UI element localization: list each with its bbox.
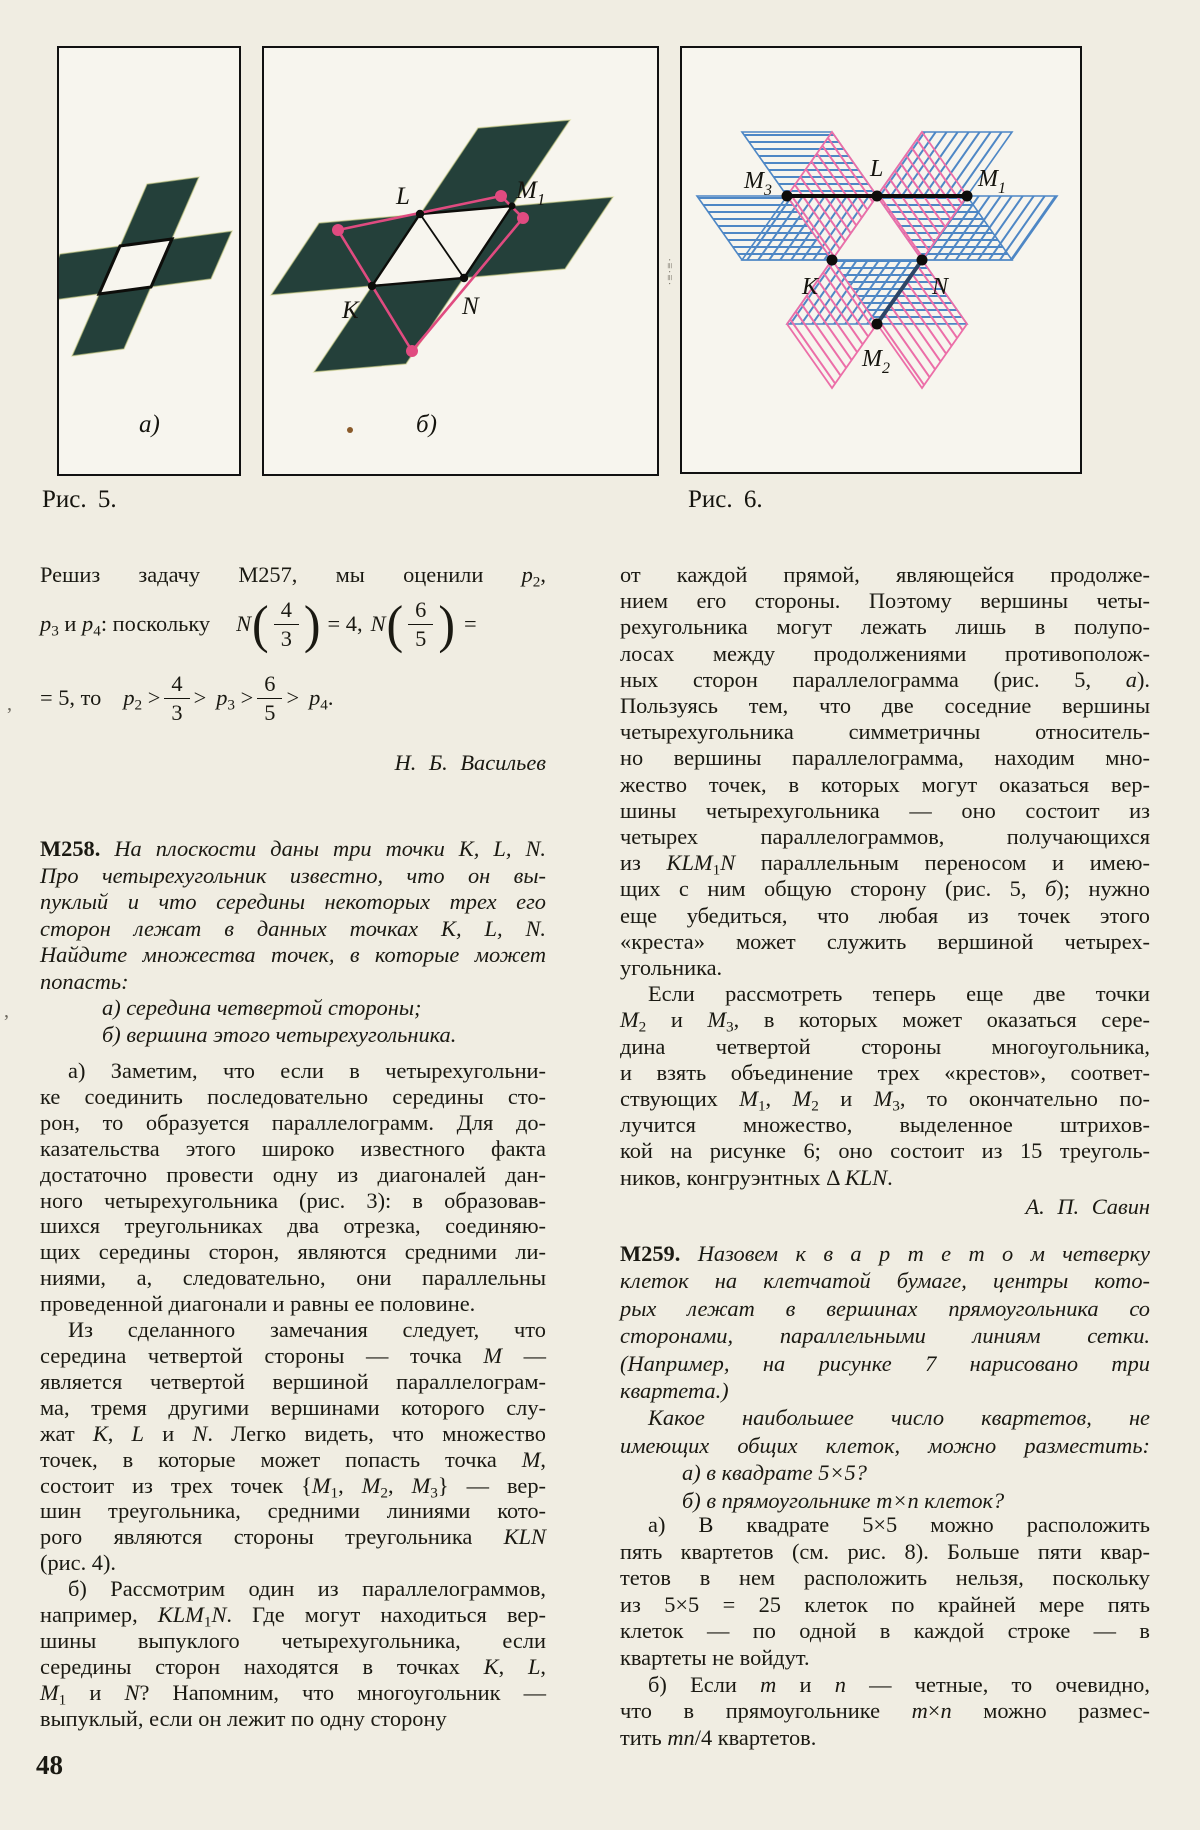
fig6-caption: Рис. 6. [688, 486, 763, 513]
text-line: выпуклый, если он лежит по одну сторону [40, 1705, 447, 1731]
text-line: например, $KLM_1N$. Где могут находиться вер- [40, 1602, 546, 1631]
text-line: шин треугольника, средними линиями кото- [40, 1498, 546, 1524]
formula-p2: $p_2$ > [123, 685, 161, 714]
text-line: ствующих $M_1$, $M_2$ и $M_3$, то окончательно по- [620, 1086, 1150, 1115]
page-number: 48 [36, 1750, 63, 1780]
formula-line-2 [40, 672, 546, 724]
text-line: ных сторон параллелограмма (рис. 5, а). [620, 666, 1150, 692]
text-line: щих с ним общую сторону (рис. 5, б); нужно [620, 876, 1150, 902]
text-line: б) вершина этого четырехугольника. [102, 1021, 457, 1047]
text-line: лосах между продолжениями противополож- [620, 640, 1150, 666]
text-line: попасть: [40, 968, 129, 994]
text-line: а) Заметим, что если в четырехугольни- [68, 1058, 546, 1083]
solution-m259-text [620, 1512, 1150, 1751]
solution-m258-continued [620, 562, 1150, 1191]
text-line: середины сторон находятся в точках K, L, [40, 1653, 546, 1679]
label-M2: $M_2$ [862, 346, 890, 377]
text-line: четырехугольника симметричны относитель- [620, 719, 1150, 745]
text-line: М259. Назовем к в а р т е т о м четверку [620, 1241, 1150, 1266]
problem-m259-statement [620, 1240, 1150, 1514]
text-line: М258. На плоскости даны три точки K, L, N. [40, 836, 546, 861]
formula-gt: > [193, 685, 207, 711]
text-line: но вершины параллелограмма, находим мно- [620, 745, 1150, 771]
text-line: ке соединить последовательно середины сто- [40, 1083, 546, 1109]
label-M3: $M_3$ [744, 168, 772, 199]
label-L: L [870, 156, 884, 182]
text-line: Из сделанного замечания следует, что [68, 1317, 546, 1343]
text-line: рого являются стороны треугольника KLN [40, 1524, 546, 1550]
text-line: квартета.) [620, 1378, 729, 1404]
text-line: а) в квадрате 5×5? [682, 1460, 867, 1486]
right-column [620, 0, 1150, 1830]
text-line: рехугольника могут лежать лишь в полупо- [620, 614, 1150, 640]
fig5-caption: Рис. 5. [42, 486, 117, 513]
text-line: середина четвертой стороны — точка М — [40, 1342, 546, 1368]
formula-line-1: $p_3$ и $p_4$: поскольку N ( $\frac{4}{3}$ ) = 4, N ( $\frac{6}{5}$ ) = [40, 594, 477, 654]
problem-m258-statement [40, 836, 546, 1048]
formula-p4: $p_4$. [309, 685, 334, 714]
text-line: четырех параллелограммов, получающихся [620, 824, 1150, 850]
fraction-4-3: $\frac{4}{3}$ [164, 672, 189, 724]
formula-equals: = [464, 611, 477, 637]
text-line: состоит из трех точек {$M_1$, $M_2$, $M_3$} — вер- [40, 1472, 546, 1501]
text-line: проведенной диагонали и равны ее половине. [40, 1291, 476, 1317]
text-line: жество точек, в которых могут оказаться вер- [620, 771, 1150, 797]
fraction-6-5: $\frac{6}{5}$ [257, 672, 282, 724]
author-vasilyev: Н. Б. Васильев [394, 750, 546, 775]
text-line: Какое наибольшее число квартетов, не [648, 1405, 1150, 1431]
text-line: Решиз задачу М257, мы оценили $p_2$, [40, 562, 546, 591]
paragraph-m257-intro [40, 562, 546, 591]
text-line: Пользуясь тем, что две соседние вершины [620, 693, 1150, 719]
text-line: щих середины сторон, являются средними ли- [40, 1239, 546, 1265]
margin-mark: , [4, 1000, 9, 1022]
text-line: ников, конгруэнтных Δ KLN. [620, 1164, 893, 1190]
text-line: сторон лежат в данных точках K, L, N. [40, 915, 546, 941]
text-line: $М_1$ и N? Напомним, что многоугольник — [40, 1679, 546, 1708]
text-line: (Например, на рисунке 7 нарисовано три [620, 1350, 1150, 1376]
text-line: пуклый и что середины некоторых трех его [40, 889, 546, 914]
text-line: достаточно провести одну из диагоналей дан- [40, 1161, 546, 1187]
text-line: что в прямоугольнике m×n можно размес- [620, 1698, 1150, 1724]
text-line: дина четвертой стороны многоугольника, [620, 1033, 1150, 1059]
label-N: N [462, 293, 479, 320]
text-line: кой на рисунке 6; оно состоит из 15 треуголь- [620, 1138, 1150, 1164]
text-line: лучится множество, выделенное штрихов- [620, 1112, 1150, 1138]
text-line: рон, то образуется параллелограмм. Для до- [40, 1109, 546, 1135]
text-line: клеток на клетчатой бумаге, центры кото- [620, 1268, 1150, 1294]
formula-N: N [370, 611, 386, 637]
text-line: $M_2$ и $M_3$, в которых может оказаться сере- [620, 1007, 1150, 1036]
text-line: еще убедиться, что любая из точек этого [620, 902, 1150, 928]
label-K: K [342, 297, 359, 324]
text-line: жат K, L и N. Легко видеть, что множество [40, 1420, 546, 1446]
label-M1: $M_1$ [516, 177, 546, 209]
text-line: клеток — по одной в каждой строке — в [620, 1618, 1150, 1644]
text-line: а) середина четвертой стороны; [102, 995, 422, 1020]
text-line: тить mn/4 квартетов. [620, 1724, 817, 1750]
text-line: точек, в которые может попасть точка М, [40, 1446, 546, 1472]
text-line: ма, тремя другими вершинами которого слу- [40, 1394, 546, 1420]
text-line: ного четырехугольника (рис. 3): в образовав- [40, 1187, 546, 1213]
text-line: из 5×5 = 25 клеток по крайней мере пять [620, 1591, 1150, 1617]
formula-p3: $p_3$ > [216, 685, 254, 714]
text-line: шины четырехугольника — оно состоит из [620, 797, 1150, 823]
author-savin: А. П. Савин [1025, 1194, 1150, 1219]
formula-text: $p_3$ и $p_4$: поскольку [40, 611, 211, 640]
formula-text: = 5, то [40, 685, 102, 711]
text-line: квартеты не войдут. [620, 1644, 810, 1670]
formula-N: N [236, 611, 252, 637]
text-line: является четвертой вершиной параллелограм- [40, 1368, 546, 1394]
text-line: б) в прямоугольнике m×n клеток? [682, 1487, 1005, 1513]
fig5a-sublabel: а) [139, 411, 160, 438]
text-line: тетов в нем расположить нельзя, поскольку [620, 1565, 1150, 1591]
text-line: казательства этого широко известного факта [40, 1135, 546, 1161]
left-column [40, 0, 546, 1830]
text-line: сторонами, параллельными линиям сетки. [620, 1323, 1150, 1349]
text-line: Если рассмотреть теперь еще две точки [648, 981, 1150, 1007]
text-line: рых лежат в вершинах прямоугольника со [620, 1295, 1150, 1321]
text-line: пять квартетов (см. рис. 8). Больше пяти квар- [620, 1538, 1150, 1564]
text-line: шины выпуклого четырехугольника, если [40, 1627, 546, 1653]
fig5b-sublabel: б) [416, 411, 437, 438]
margin-mark: ’ [6, 704, 13, 726]
text-line: (рис. 4). [40, 1550, 117, 1576]
margin-mark: ·≡·≡· [663, 258, 675, 287]
text-line: а) В квадрате 5×5 можно расположить [648, 1512, 1150, 1537]
text-line: нием его стороны. Поэтому вершины четы- [620, 588, 1150, 614]
label-K: K [802, 274, 819, 300]
label-N: N [932, 274, 949, 300]
text-line: «креста» может служить вершиной четырех- [620, 928, 1150, 954]
text-line: угольника. [620, 955, 723, 981]
text-line: ниями, а, следовательно, они параллельны [40, 1265, 546, 1291]
formula-text: = 4, [327, 611, 363, 637]
formula-gt: > [286, 685, 300, 711]
text-line: и взять объединение трех «крестов», соответ- [620, 1059, 1150, 1085]
text-line: от каждой прямой, являющейся продолже- [620, 562, 1150, 587]
text-line: из $KLM_1N$ параллельным переносом и имею- [620, 850, 1150, 879]
text-line: б) Рассмотрим один из параллелограммов, [68, 1576, 546, 1602]
text-line: б) Если m и n — четные, то очевидно, [648, 1671, 1150, 1697]
label-L: L [396, 183, 410, 210]
text-line: имеющих общих клеток, можно разместить: [620, 1432, 1150, 1458]
text-line: Про четырехугольник известно, что он вы- [40, 862, 546, 888]
text-line: Найдите множества точек, в которые может [40, 942, 546, 967]
fraction-4-3: $\frac{4}{3}$ [274, 598, 299, 650]
solution-m258-text [40, 1058, 546, 1732]
fraction-6-5: $\frac{6}{5}$ [408, 598, 433, 650]
label-M1: $M_1$ [978, 166, 1006, 197]
text-line: шихся треугольниках два отрезка, соединяю- [40, 1213, 546, 1239]
